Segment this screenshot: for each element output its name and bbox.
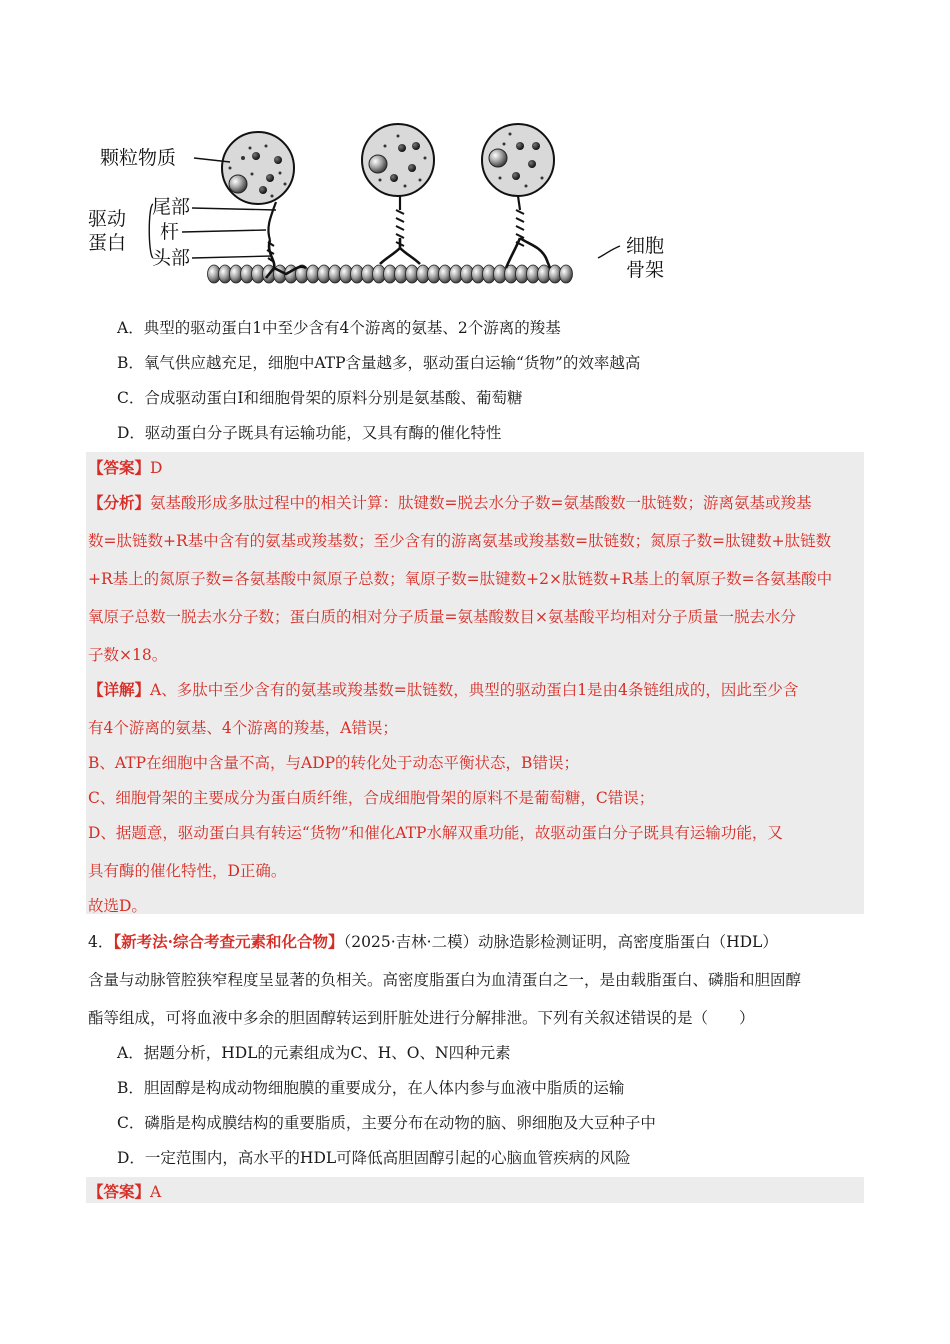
q3-analysis-line-5: 子数×18。 <box>88 646 168 664</box>
q3-analysis-line-4: 氧原子总数一脱去水分子数；蛋白质的相对分子质量=氨基酸数目×氨基酸平均相对分子质量一脱去水分 <box>88 608 796 626</box>
q4-stem-line-1: 4．【新考法·综合考查元素和化合物】（2025·吉林·二模）动脉造影检测证明，高密度脂蛋白（HDL） <box>88 932 778 951</box>
q3-answer-tag: 【答案】 <box>88 458 151 477</box>
cargo-vesicle-2 <box>362 124 434 264</box>
q4-option-d: D．一定范围内，高水平的HDL可降低高胆固醇引起的心脑血管疾病的风险 <box>117 1149 631 1167</box>
q3-option-b: B．氧气供应越充足，细胞中ATP含量越多，驱动蛋白运输“货物”的效率越高 <box>117 354 641 372</box>
q4-answer-panel <box>86 1177 864 1203</box>
q3-detail-line-3: B、ATP在细胞中含量不高，与ADP的转化处于动态平衡状态，B错误； <box>88 754 579 772</box>
q3-detail-line-5: D、据题意，驱动蛋白具有转运“货物”和催化ATP水解双重功能，故驱动蛋白分子既具有运输功能，又 <box>88 824 783 842</box>
q3-detail-line-6: 具有酶的催化特性，D正确。 <box>88 862 287 880</box>
q4-option-a: A．据题分析，HDL的元素组成为C、H、O、N四种元素 <box>117 1044 511 1062</box>
q4-answer-value: A <box>150 1183 162 1201</box>
q3-conclusion: 故选D。 <box>88 897 147 915</box>
q4-option-c: C．磷脂是构成膜结构的重要脂质，主要分布在动物的脑、卵细胞及大豆种子中 <box>117 1114 656 1132</box>
q4-tag: 【新考法·综合考查元素和化合物】 <box>113 932 344 951</box>
motor-protein-diagram <box>80 118 680 303</box>
q3-option-c: C．合成驱动蛋白Ⅰ和细胞骨架的原料分别是氨基酸、葡萄糖 <box>117 389 523 407</box>
q4-answer-tag: 【答案】 <box>88 1182 151 1201</box>
label-motor-protein-2: 蛋白 <box>88 232 127 254</box>
q3-detail-line-4: C、细胞骨架的主要成分为蛋白质纤维，合成细胞骨架的原料不是葡萄糖，C错误； <box>88 789 655 807</box>
label-head: 头部 <box>152 247 191 269</box>
q4-stem-line-3: 酯等组成，可将血液中多余的胆固醇转运到肝脏处进行分解排泄。下列有关叙述错误的是（ ） <box>88 1009 755 1027</box>
label-motor-protein-1: 驱动 <box>88 208 127 230</box>
cytoskeleton-beads <box>208 265 573 283</box>
q3-option-d: D．驱动蛋白分子既具有运输功能，又具有酶的催化特性 <box>117 424 502 442</box>
q3-detail-line-2: 有4个游离的氨基、4个游离的羧基，A错误； <box>88 719 398 737</box>
q3-detail-line-1: 【详解】A、多肽中至少含有的氨基或羧基数=肽链数，典型的驱动蛋白1是由4条链组成的，因此至少含 <box>88 680 799 699</box>
q4-answer <box>88 1182 161 1202</box>
q3-detail-tag: 【详解】 <box>88 680 151 699</box>
q3-answer <box>88 458 162 478</box>
q4-stem-line-2: 含量与动脉管腔狭窄程度呈显著的负相关。高密度脂蛋白为血清蛋白之一，是由载脂蛋白、磷脂和胆固醇 <box>88 971 802 989</box>
q3-analysis-line-1: 【分析】氨基酸形成多肽过程中的相关计算：肽键数=脱去水分子数=氨基酸数一肽链数；游离氨基或羧基 <box>88 493 812 512</box>
label-cytoskeleton-1: 细胞 <box>626 235 665 257</box>
cargo-vesicle-3 <box>482 124 554 268</box>
q3-analysis-line-2: 数=肽链数+R基中含有的氨基或羧基数；至少含有的游离氨基或羧基数=肽链数；氮原子数=肽键数+肽链数 <box>88 532 832 550</box>
q3-analysis-line-3: +R基上的氮原子数=各氨基酸中氮原子总数；氧原子数=肽键数+2×肽链数+R基上的氧原子数=各氨基酸中 <box>88 570 833 588</box>
q4-option-b: B．胆固醇是构成动物细胞膜的重要成分，在人体内参与血液中脂质的运输 <box>117 1079 625 1097</box>
cytoskeleton-bead <box>560 265 573 283</box>
label-rod: 杆 <box>160 221 180 243</box>
label-particle: 颗粒物质 <box>100 147 177 169</box>
q3-answer-value: D <box>150 459 163 477</box>
q4-number: 4． <box>88 933 114 951</box>
label-cytoskeleton-2: 骨架 <box>626 259 665 281</box>
q3-analysis-tag: 【分析】 <box>88 493 151 512</box>
q3-option-a: A．典型的驱动蛋白1中至少含有4个游离的氨基、2个游离的羧基 <box>117 319 561 337</box>
label-tail: 尾部 <box>152 196 191 218</box>
diagram-svg <box>80 118 680 303</box>
